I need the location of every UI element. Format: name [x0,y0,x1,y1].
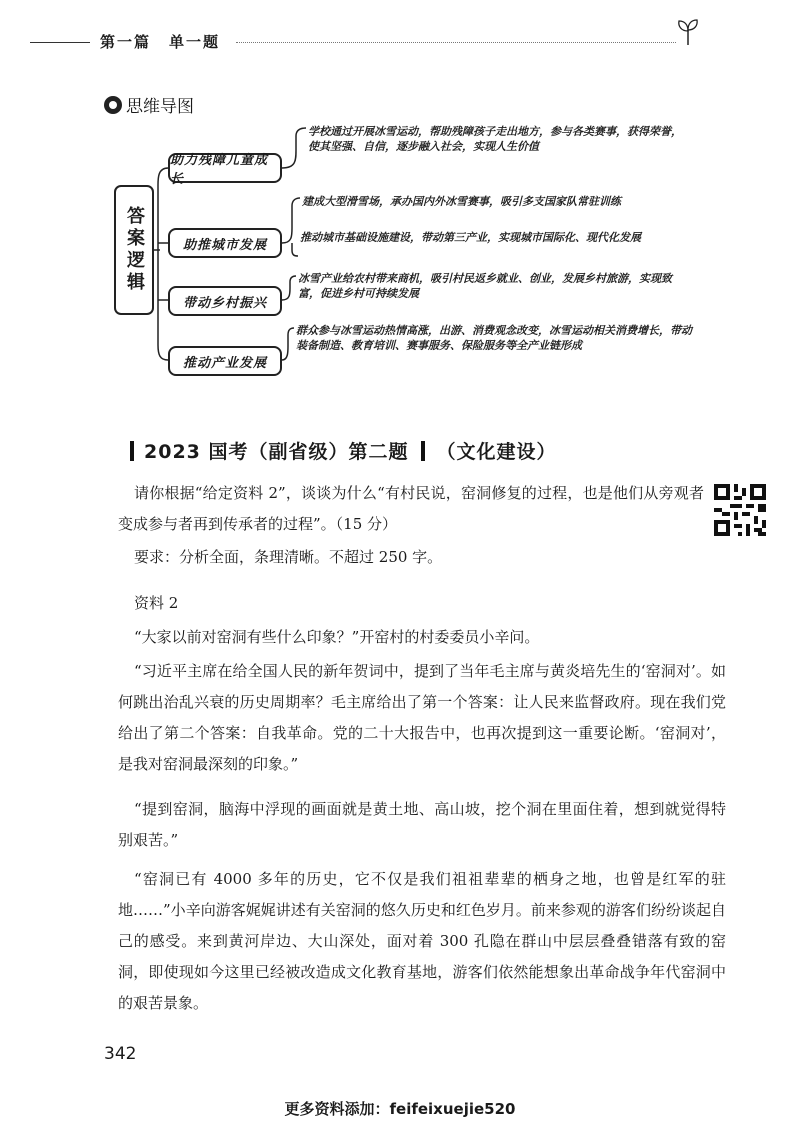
question-prompt: 请你根据“给定资料 2”，谈谈为什么“有村民说，窑洞修复的过程，也是他们从旁观者变成参与者再到传承者的过程”。（15 分） [118,484,704,533]
mindmap-title-text: 思维导图 [126,97,194,117]
heading-bar-left [130,441,134,461]
mindmap-detail-3: 冰雪产业给农村带来商机，吸引村民返乡就业、创业，发展乡村旅游，实现致富，促进乡村可持续发展 [298,272,672,300]
qr-code [714,484,766,536]
mindmap-branch-4: 推动产业发展 [168,346,282,376]
page-number: 342 [104,1044,137,1064]
material-paragraph-4: “窑洞已有 4000 多年的历史，它不仅是我们祖祖辈辈的栖身之地，也曾是红军的驻地……”小辛向游客娓娓讲述有关窑洞的悠久历史和红色岁月。前来参观的游客们纷纷谈起自己的感受。来到黄河岸边、大山深处，面对着 300 孔隐在群山中层层叠叠错落有致的窑洞，即使现如今这里已经被改造成文化教育基地，游客们依然能想象出革命战争年代窑洞中的艰苦景象。 [118,870,726,1012]
question-heading [130,437,557,464]
mindmap-detail-4: 群众参与冰雪运动热情高涨，出游、消费观念改变，冰雪运动相关消费增长，带动装备制造、教育培训、赛事服务、保险服务等全产业链形成 [296,324,692,352]
header-section: 第一篇 [100,33,152,51]
heading-bar-right [421,441,425,461]
material-label: 资料 2 [134,594,179,612]
footer-note: 更多资料添加：feifeixuejie520 [284,1100,516,1118]
material-paragraph-3: “提到窑洞，脑海中浮现的画面就是黄土地、高山坡，挖个洞在里面住着，想到就觉得特别艰苦。” [118,800,726,849]
header-chapter: 单一题 [169,33,221,51]
mindmap-root [114,185,154,315]
question-heading-text: 2023 国考（副省级）第二题 [144,441,409,463]
material-paragraph-2: “习近平主席在给全国人民的新年贺词中，提到了当年毛主席与黄炎培先生的‘窑洞对’。如何跳出治乱兴衰的历史周期率？毛主席给出了第一个答案：让人民来监督政府。现在我们党给出了第二个答案：自我革命。党的二十大报告中，也再次提到这一重要论断。‘窑洞对’，是我对窑洞最深刻的印象。” [118,662,726,773]
mindmap-detail-1: 学校通过开展冰雪运动，帮助残障孩子走出地方，参与各类赛事，获得荣誉，使其坚强、自信，逐步融入社会，实现人生价值 [308,125,682,153]
mindmap-branch-2: 助推城市发展 [168,228,282,258]
mindmap-root-label: 答案逻辑 [124,206,145,294]
question-topic: （文化建设） [436,441,557,463]
mindmap-branch-3: 带动乡村振兴 [168,286,282,316]
mindmap-detail-2b: 推动城市基础设施建设，带动第三产业，实现城市国际化、现代化发展 [300,231,641,244]
material-paragraph-1: “大家以前对窑洞有些什么印象？”开窑村的村委委员小辛问。 [134,628,540,646]
mindmap-detail-2a: 建成大型滑雪场，承办国内外冰雪赛事，吸引多支国家队常驻训练 [302,195,621,208]
question-requirement: 要求：分析全面，条理清晰。不超过 250 字。 [134,548,443,566]
mindmap-branch-1: 助力残障儿童成长 [168,153,282,183]
